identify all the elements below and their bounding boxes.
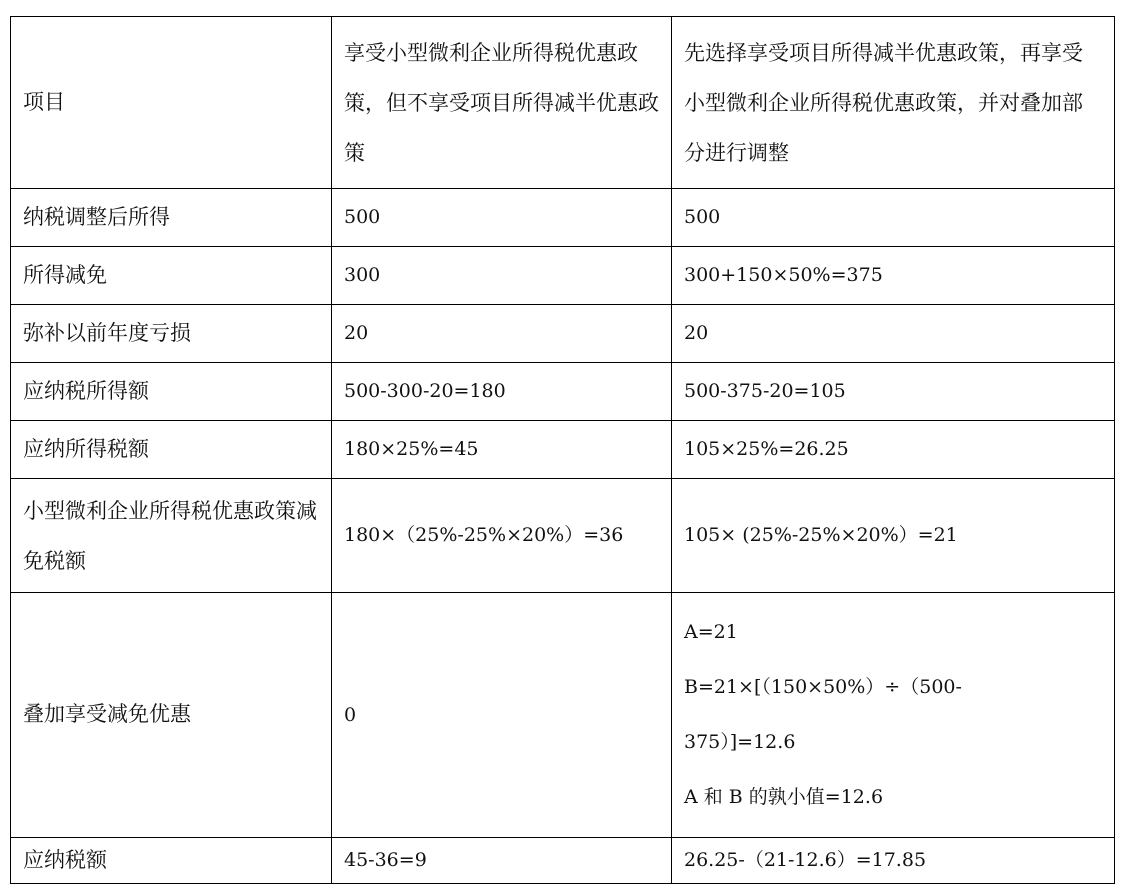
row-value-b: 20	[672, 305, 1115, 363]
table-row	[11, 305, 1115, 363]
table-row	[11, 593, 1115, 838]
row-value-a: 20	[332, 305, 672, 363]
header-option-b: 先选择享受项目所得减半优惠政策，再享受小型微利企业所得税优惠政策，并对叠加部分进行调整	[672, 17, 1115, 189]
row-label: 弥补以前年度亏损	[11, 305, 332, 363]
formula-line: A 和 B 的孰小值=12.6	[684, 786, 884, 808]
row-label: 应纳税额	[11, 838, 332, 884]
row-label: 叠加享受减免优惠	[11, 593, 332, 838]
row-value-b-multiline	[672, 593, 1115, 838]
formula-line: B=21×[（150×50%）÷（500-	[684, 676, 962, 698]
row-value-b: 105× (25%-25%×20%）=21	[672, 479, 1115, 593]
table-row	[11, 363, 1115, 421]
row-label: 应纳税所得额	[11, 363, 332, 421]
table-row	[11, 247, 1115, 305]
table-row	[11, 479, 1115, 593]
formula-line: 375）]=12.6	[684, 731, 796, 753]
row-value-b: 26.25-（21-12.6）=17.85	[672, 838, 1115, 884]
row-value-b: 500-375-20=105	[672, 363, 1115, 421]
row-value-b: 300+150×50%=375	[672, 247, 1115, 305]
row-label: 应纳所得税额	[11, 421, 332, 479]
row-value-a: 180×25%=45	[332, 421, 672, 479]
row-value-b: 500	[672, 189, 1115, 247]
header-item: 项目	[11, 17, 332, 189]
row-value-a: 500-300-20=180	[332, 363, 672, 421]
formula-line: A=21	[684, 621, 738, 643]
table-row	[11, 189, 1115, 247]
row-value-a: 500	[332, 189, 672, 247]
table-row	[11, 838, 1115, 884]
row-label: 小型微利企业所得税优惠政策减免税额	[11, 479, 332, 593]
row-label: 所得减免	[11, 247, 332, 305]
row-value-a: 45-36=9	[332, 838, 672, 884]
row-value-a: 0	[332, 593, 672, 838]
table-header-row	[11, 17, 1115, 189]
table-row	[11, 421, 1115, 479]
row-value-a: 180×（25%-25%×20%）=36	[332, 479, 672, 593]
row-value-a: 300	[332, 247, 672, 305]
row-label: 纳税调整后所得	[11, 189, 332, 247]
header-option-a: 享受小型微利企业所得税优惠政策，但不享受项目所得减半优惠政策	[332, 17, 672, 189]
tax-comparison-table	[10, 16, 1115, 884]
row-value-b: 105×25%=26.25	[672, 421, 1115, 479]
